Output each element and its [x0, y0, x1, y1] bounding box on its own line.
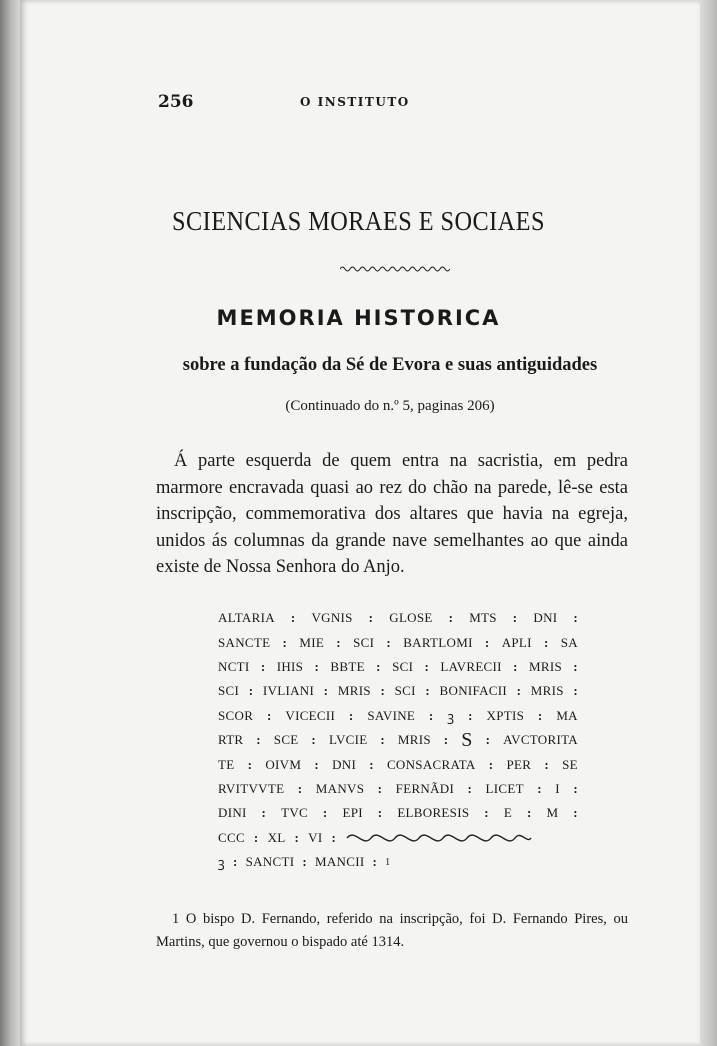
book-binding-shadow	[0, 0, 20, 1046]
inscription-separator: :	[336, 634, 341, 650]
inscription-separator: :	[485, 732, 491, 748]
inscription-separator: :	[290, 610, 296, 626]
inscription-separator: :	[323, 683, 329, 699]
inscription-separator: :	[261, 805, 267, 821]
inscription-separator: :	[369, 756, 374, 772]
wavy-rule-ornament	[340, 265, 450, 273]
inscription-word: VICECII	[285, 707, 336, 723]
inscription-word: SANCTE	[218, 634, 271, 650]
inscription-separator: :	[380, 732, 386, 748]
inscription-word: MTS	[469, 610, 497, 626]
inscription-separator: :	[573, 805, 578, 821]
inscription-word: LICET	[485, 780, 524, 796]
inscription-word: DNI	[332, 756, 357, 772]
inscription-word: ELBORESIS	[397, 805, 470, 821]
inscription-word: XL	[267, 829, 286, 845]
inscription-separator: :	[573, 683, 578, 699]
inscription-word: LAVRECII	[440, 658, 502, 674]
inscription-word: SCI	[218, 683, 240, 699]
inscription-row	[218, 704, 578, 728]
inscription-word: DINI	[218, 805, 247, 821]
inscription-separator: :	[377, 780, 383, 796]
inscription-separator: :	[266, 707, 272, 723]
inscription-separator: :	[294, 829, 300, 845]
inscription-word: IVLIANI	[262, 683, 315, 699]
inscription-word: SANCTI	[245, 854, 295, 870]
inscription-row	[218, 850, 578, 874]
inscription-word: LVCIE	[328, 732, 368, 748]
inscription-separator: :	[232, 854, 238, 870]
scroll-flourish-ornament	[345, 830, 545, 846]
inscription-word: SA	[560, 634, 578, 650]
inscription-separator: :	[484, 805, 489, 821]
inscription-separator: :	[314, 658, 320, 674]
inscription-word: IHIS	[276, 658, 304, 674]
inscription-word: ALTARIA	[218, 610, 275, 626]
inscription-word: SCE	[273, 732, 299, 748]
inscription-word: XPTIS	[486, 707, 525, 723]
inscription-separator: :	[247, 756, 253, 772]
inscription-word: PER	[506, 756, 532, 772]
inscription-word: GLOSE	[389, 610, 433, 626]
inscription-separator: :	[376, 658, 381, 674]
inscription-separator: :	[543, 634, 549, 650]
inscription-word: VGNIS	[311, 610, 353, 626]
inscription-separator: :	[331, 829, 337, 845]
footnote-marker: 1	[385, 856, 391, 868]
inscription-word: RTR	[218, 732, 244, 748]
inscription-separator: :	[513, 658, 518, 674]
article-title: MEMORIA HISTORICA	[216, 306, 501, 330]
inscription-separator: :	[467, 780, 473, 796]
inscription-word: S	[461, 728, 473, 751]
inscription-separator: :	[311, 732, 317, 748]
inscription-row	[218, 777, 578, 801]
inscription-word: MRIS	[530, 683, 564, 699]
section-title: SCIENCIAS MORAES E SOCIAES	[172, 206, 545, 236]
inscription-separator: :	[537, 780, 542, 796]
inscription-word: MIE	[299, 634, 325, 650]
inscription-row	[218, 630, 578, 654]
inscription-separator: :	[302, 854, 307, 870]
inscription-word: MRIS	[337, 683, 371, 699]
inscription-separator: :	[314, 756, 319, 772]
inscription-word: E	[503, 805, 513, 821]
article-subtitle: sobre a fundação da Sé de Evora e suas antiguidades	[182, 355, 598, 375]
inscription-row	[218, 826, 578, 850]
inscription-separator: :	[544, 756, 549, 772]
inscription-separator: :	[488, 756, 494, 772]
inscription-separator: :	[260, 658, 266, 674]
inscription-word: MANCII	[314, 854, 365, 870]
footnote: 1 O bispo D. Fernando, referido na inscripção, foi D. Fernando Pires, ou Martins, que governou o bispado até 1314.	[156, 911, 628, 950]
inscription-separator: :	[443, 732, 449, 748]
inscription-word: SAVINE	[367, 707, 416, 723]
inscription-row	[218, 728, 578, 752]
inscription-word: FERNÃDI	[395, 780, 455, 796]
inscription-separator: :	[377, 805, 383, 821]
inscription-row	[218, 801, 578, 825]
inscription-word: CONSACRATA	[386, 756, 476, 772]
inscription-separator: :	[573, 658, 578, 674]
inscription-separator: :	[297, 780, 303, 796]
inscription-word: TVC	[281, 805, 308, 821]
inscription-word: SE	[562, 756, 578, 772]
inscription-word: MRIS	[397, 732, 431, 748]
inscription-word: DNI	[533, 610, 558, 626]
inscription-word: VI	[308, 829, 323, 845]
page-number: 256	[158, 92, 194, 112]
inscription-word: SCOR	[218, 707, 254, 723]
page-edge	[700, 0, 717, 1046]
inscription-separator: :	[573, 780, 578, 796]
inscription-word: EPI	[342, 805, 363, 821]
body-paragraph: Á parte esquerda de quem entra na sacristia, em pedra marmore encravada quasi ao rez do chão na parede, lê-se esta inscripção, commemorativa dos altares que havia na egreja, unidos ás columnas da grande nave semelhantes ao que ainda existe de Nossa Senhora do Anjo.	[156, 451, 628, 577]
inscription-separator: :	[537, 707, 543, 723]
inscription-separator: :	[526, 805, 532, 821]
inscription-separator: :	[348, 707, 354, 723]
inscription-separator: :	[368, 610, 374, 626]
inscription-separator: :	[573, 610, 578, 626]
inscription-word: ꝫ	[447, 708, 455, 724]
inscription-word: MA	[556, 707, 578, 723]
inscription-row	[218, 655, 578, 679]
inscription-separator: :	[468, 707, 473, 723]
inscription-word: BBTE	[330, 658, 365, 674]
inscription-word: BONIFACII	[439, 683, 508, 699]
inscription-word: I	[555, 780, 560, 796]
inscription-word: OIVM	[265, 756, 302, 772]
inscription-separator: :	[282, 634, 288, 650]
inscription-block	[218, 606, 578, 874]
inscription-separator: :	[484, 634, 490, 650]
inscription-separator: :	[512, 610, 518, 626]
inscription-word: CCC	[218, 829, 245, 845]
inscription-row	[218, 679, 578, 703]
inscription-word: M	[546, 805, 559, 821]
inscription-word: RVITVVTE	[218, 780, 285, 796]
inscription-word: TE	[218, 756, 235, 772]
inscription-word: MANVS	[315, 780, 365, 796]
inscription-word: ꝫ	[218, 855, 225, 871]
inscription-separator: :	[448, 610, 454, 626]
inscription-row	[218, 606, 578, 630]
inscription-separator: :	[516, 683, 522, 699]
inscription-word: APLI	[501, 634, 532, 650]
inscription-word: NCTI	[218, 658, 250, 674]
inscription-separator: :	[428, 707, 434, 723]
inscription-separator: :	[372, 854, 378, 870]
inscription-separator: :	[424, 658, 430, 674]
continuation-note: (Continuado do n.º 5, paginas 206)	[285, 398, 495, 414]
inscription-word: SCI	[392, 658, 414, 674]
inscription-word: AVCTORITA	[503, 732, 578, 748]
inscription-separator: :	[380, 683, 386, 699]
inscription-word: BARTLOMI	[403, 634, 473, 650]
running-head: O INSTITUTO	[300, 95, 410, 109]
inscription-separator: :	[256, 732, 261, 748]
inscription-separator: :	[386, 634, 392, 650]
inscription-separator: :	[322, 805, 328, 821]
inscription-word: SCI	[353, 634, 375, 650]
inscription-row	[218, 752, 578, 776]
inscription-word: MRIS	[529, 658, 562, 674]
inscription-separator: :	[248, 683, 254, 699]
inscription-separator: :	[425, 683, 430, 699]
inscription-word: SCI	[394, 683, 416, 699]
inscription-separator: :	[253, 829, 259, 845]
